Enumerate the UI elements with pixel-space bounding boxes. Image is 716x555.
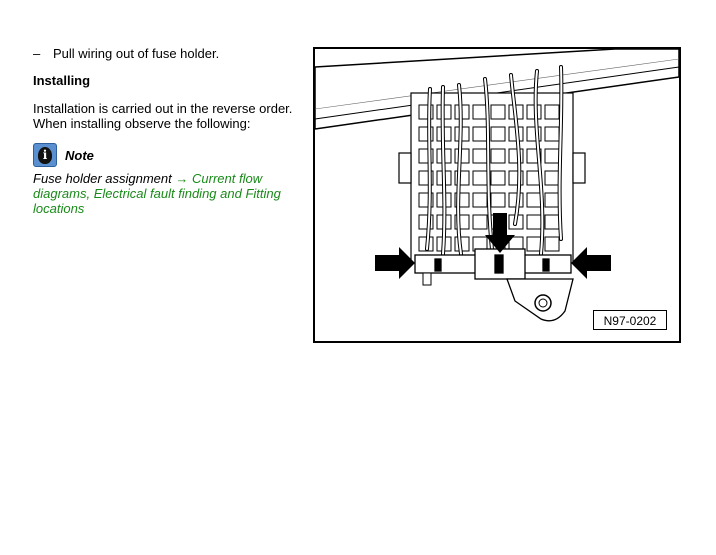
note-body [33, 171, 303, 216]
instruction-step [33, 46, 219, 61]
installation-paragraph [33, 101, 308, 131]
paragraph-line-2: When installing observe the following: [33, 116, 251, 131]
fuse-holder-figure [313, 47, 681, 343]
note-header [33, 142, 94, 168]
cross-reference-link[interactable]: Current flow diagrams, Electrical fault finding and Fitting locations [33, 171, 281, 216]
fuse-holder-illustration [315, 49, 679, 341]
step-text: Pull wiring out of fuse holder. [53, 46, 220, 61]
section-heading: Installing [33, 73, 91, 88]
note-label: Note [65, 147, 94, 163]
note-lead-text: Fuse holder assignment [33, 171, 172, 186]
info-icon-glyph: i [38, 147, 52, 164]
info-icon [33, 143, 57, 167]
paragraph-line-1: Installation is carried out in the reverse order. [33, 101, 293, 116]
step-dash: – [33, 46, 41, 61]
figure-label: N97-0202 [593, 310, 667, 330]
note-arrow[interactable]: → [175, 171, 189, 186]
